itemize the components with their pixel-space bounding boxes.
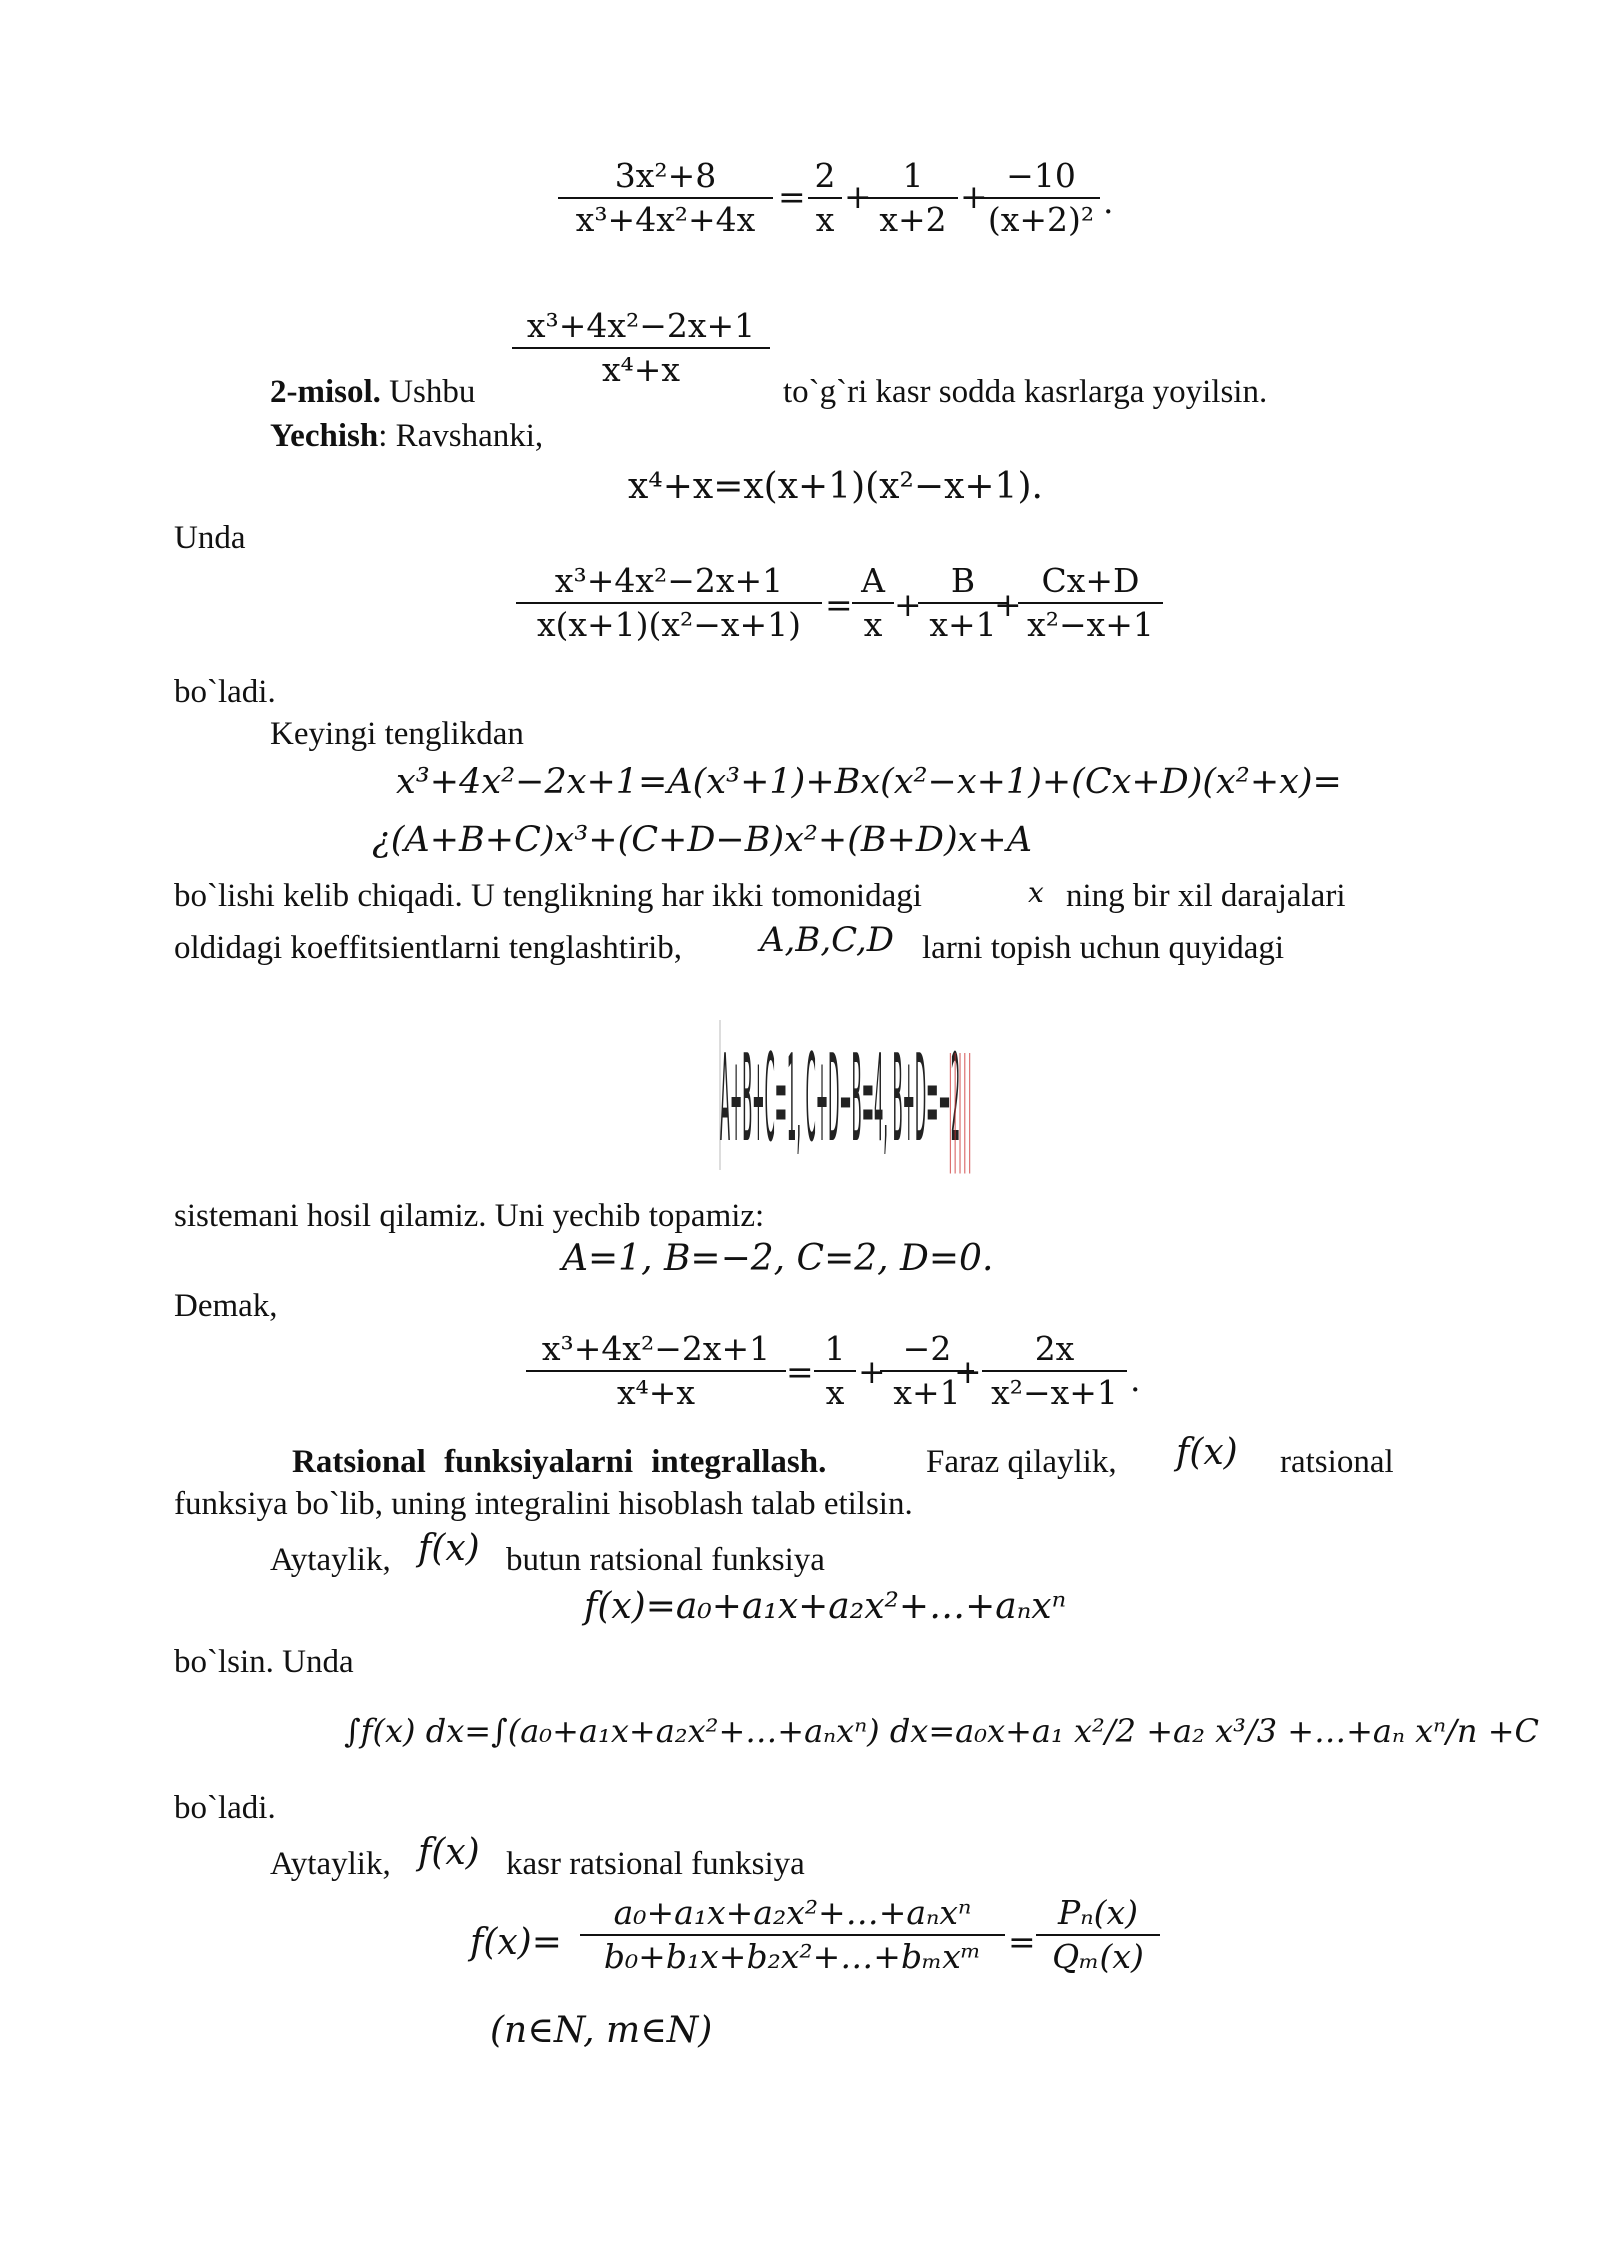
para1-x-symbol: x: [1028, 876, 1044, 909]
final-term-c: [982, 1328, 1127, 1414]
eq1-term1-num: 2: [814, 156, 836, 195]
decomp-lhs-num: x³+4x²−2x+1: [554, 561, 784, 600]
rational-den: b₀+b₁x+b₂x²+…+bₘxᵐ: [603, 1937, 982, 1976]
final-a-num: 1: [824, 1329, 846, 1368]
rational-lhs: f(x)=: [470, 1922, 562, 1963]
eq1-term2-num: 1: [902, 156, 924, 195]
equation-system-image: [720, 1010, 970, 1180]
solution-line: [270, 416, 543, 456]
final-b-num: −2: [902, 1329, 952, 1368]
solution-values: A=1, B=−2, C=2, D=0.: [562, 1238, 994, 1279]
eq1-term3-den: (x+2)²: [987, 200, 1095, 239]
ex2-fraction: [512, 305, 770, 391]
eq1-term2: [868, 155, 958, 241]
decomp-a-num: A: [861, 561, 885, 600]
polynomial-equation: f(x)=a₀+a₁x+a₂x²+…+aₙxⁿ: [584, 1586, 1067, 1627]
boladi-text-1: bo`ladi.: [174, 674, 276, 710]
section-heading-line: [292, 1442, 826, 1482]
solution-text: : Ravshanki,: [378, 418, 544, 454]
rational-num: a₀+a₁x+a₂x²+…+aₙxⁿ: [613, 1893, 972, 1932]
sistemani-text: sistemani hosil qilamiz. Uni yechib topamiz:: [174, 1198, 765, 1234]
case1-fx: f(x): [418, 1528, 480, 1569]
eq1-term1: [808, 155, 842, 241]
final-b-den: x+1: [893, 1373, 961, 1412]
factor-equation: x⁴+x=x(x+1)(x²−x+1).: [628, 466, 1043, 507]
case1-lead: Aytaylik,: [270, 1542, 391, 1578]
eq1-lhs-denominator: x³+4x²+4x: [575, 200, 756, 239]
ex2-frac-den: x⁴+x: [601, 350, 681, 389]
decomp-term-a: [852, 560, 894, 646]
decomp-lhs: [516, 560, 822, 646]
final-lhs-den: x⁴+x: [616, 1373, 696, 1412]
para1-text-b: ning bir xil darajalari: [1066, 878, 1346, 914]
integral-equation: ∫f(x) dx=∫(a₀+a₁x+a₂x²+…+aₙxⁿ) dx=a₀x+a₁ x²/2 +a₂ x³/3 +…+aₙ xⁿ/n +C: [344, 1712, 1539, 1750]
eq1-plus1: +: [844, 177, 872, 216]
decomp-plus1: +: [894, 585, 922, 624]
identity-line-2: ¿(A+B+C)x³+(C+D−B)x²+(B+D)x+A: [372, 820, 1032, 860]
unda-text: Unda: [174, 520, 246, 556]
decomp-lhs-den: x(x+1)(x²−x+1): [536, 605, 802, 644]
decomp-plus2: +: [994, 585, 1022, 624]
demak-text: Demak,: [174, 1288, 278, 1324]
para1-text-a: bo`lishi kelib chiqadi. U tenglikning har ikki tomonidagi: [174, 878, 922, 914]
para1-line: [174, 876, 922, 916]
decomp-equals: =: [825, 585, 853, 624]
ex2-frac-num: x³+4x²−2x+1: [526, 306, 756, 345]
eq1-equals: =: [778, 177, 806, 216]
rational-fraction: [580, 1892, 1005, 1978]
svg-text:|||||: |||||: [948, 1035, 972, 1174]
ex2-line: [270, 372, 475, 412]
final-plus1: +: [858, 1352, 886, 1391]
final-equals: =: [786, 1352, 814, 1391]
para2-text-a: oldidagi koeffitsientlarni tenglashtirib,: [174, 930, 683, 966]
eq1-term1-den: x: [815, 200, 835, 239]
final-lhs: [526, 1328, 786, 1414]
para2-abcd-symbols: A,B,C,D: [760, 920, 895, 960]
bolsin-text: bo`lsin. Unda: [174, 1644, 354, 1680]
rational-pn: Pₙ(x): [1058, 1893, 1138, 1932]
ex2-tail: to`g`ri kasr sodda kasrlarga yoyilsin.: [783, 374, 1268, 410]
eq1-lhs-numerator: 3x²+8: [614, 156, 717, 195]
case2-tail: kasr ratsional funksiya: [506, 1846, 805, 1882]
case2-lead: Aytaylik,: [270, 1846, 391, 1882]
decomp-b-den: x+1: [929, 605, 997, 644]
eq1-term2-den: x+2: [879, 200, 947, 239]
section-title: Ratsional funksiyalarni integrallash.: [292, 1444, 827, 1480]
identity-line-1: x³+4x²−2x+1=A(x³+1)+Bx(x²−x+1)+(Cx+D)(x²+x)=: [396, 762, 1342, 802]
solution-label: Yechish: [270, 418, 379, 454]
decomp-b-num: B: [950, 561, 976, 600]
final-period: .: [1130, 1360, 1141, 1399]
eq1-term3: [982, 155, 1100, 241]
section-text-a: Faraz qilaylik,: [926, 1444, 1117, 1480]
eq1-lhs-fraction: [558, 155, 773, 241]
domain-note: (n∈N, m∈N): [490, 2010, 713, 2051]
decomp-a-den: x: [863, 605, 883, 644]
boladi-text-2: bo`ladi.: [174, 1790, 276, 1826]
para2-text-b: larni topish uchun quyidagi: [922, 930, 1285, 966]
eq1-term3-num: −10: [1006, 156, 1076, 195]
final-plus2: +: [954, 1352, 982, 1391]
decomp-term-c: [1018, 560, 1163, 646]
section-text-b: ratsional: [1280, 1444, 1394, 1480]
rational-pq-fraction: [1036, 1892, 1160, 1978]
ex2-lead: Ushbu: [389, 374, 476, 410]
decomp-c-num: Cx+D: [1041, 561, 1140, 600]
section-line-2: funksiya bo`lib, uning integralini hisoblash talab etilsin.: [174, 1486, 913, 1522]
ex2-label: 2-misol.: [270, 374, 381, 410]
case2-fx: f(x): [418, 1832, 480, 1873]
eq1-plus2: +: [960, 177, 988, 216]
final-term-a: [814, 1328, 856, 1414]
eq1-period: .: [1103, 182, 1114, 221]
equation-system-text: A+B+C=1, C+D−B=4, B+D=−2: [720, 1030, 960, 1169]
final-c-den: x²−x+1: [991, 1373, 1118, 1412]
final-c-num: 2x: [1034, 1329, 1075, 1368]
rational-qm: Qₘ(x): [1052, 1937, 1144, 1976]
keyingi-text: Keyingi tenglikdan: [270, 716, 524, 752]
rational-equals: =: [1008, 1922, 1036, 1961]
section-fx: f(x): [1176, 1432, 1238, 1473]
case1-tail: butun ratsional funksiya: [506, 1542, 825, 1578]
final-a-den: x: [825, 1373, 845, 1412]
final-lhs-num: x³+4x²−2x+1: [541, 1329, 771, 1368]
decomp-c-den: x²−x+1: [1027, 605, 1154, 644]
